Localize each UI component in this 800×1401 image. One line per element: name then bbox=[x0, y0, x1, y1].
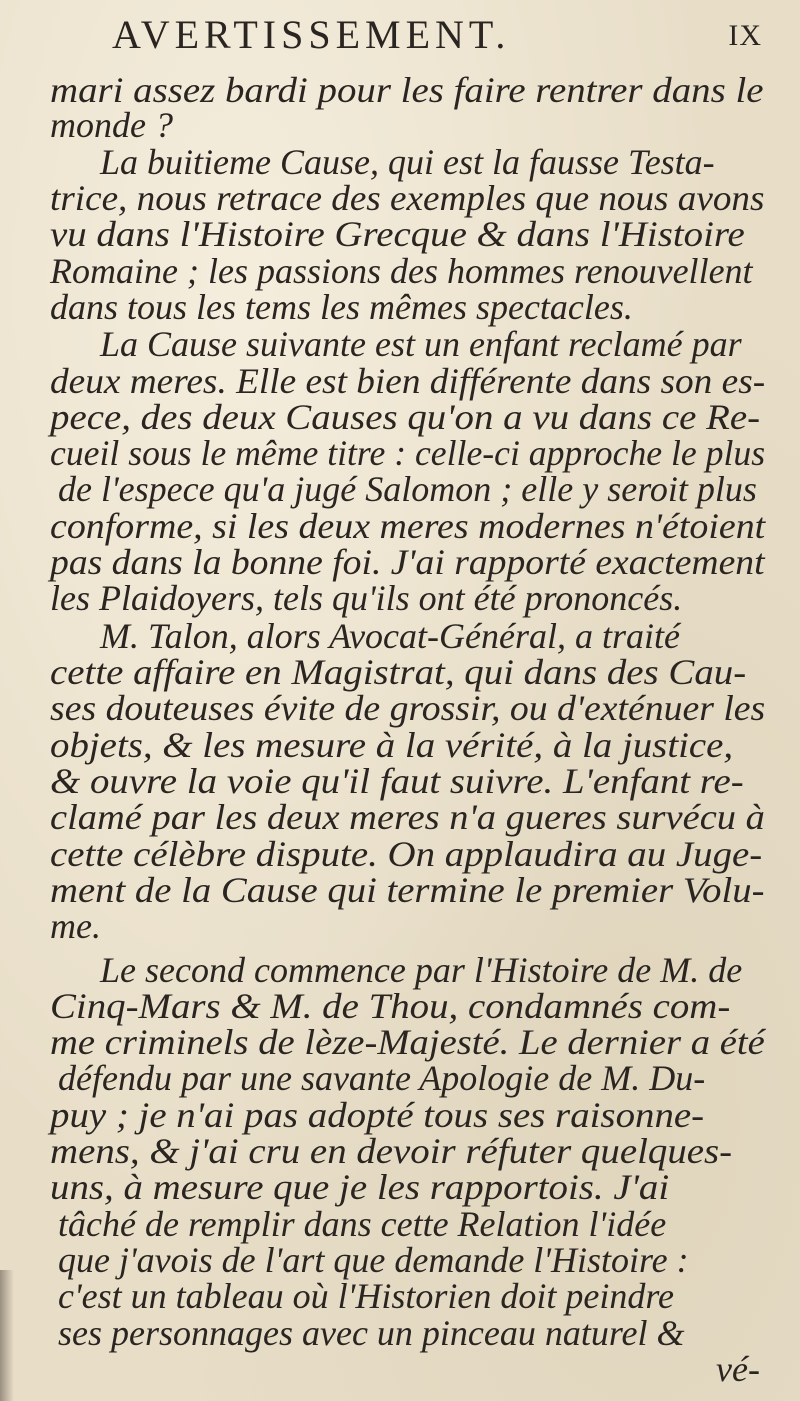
page-edge-shadow bbox=[0, 1270, 14, 1401]
text-line: mens, & j'ai cru en devoir réfuter quelques- bbox=[50, 1131, 733, 1172]
text-line: pece, des deux Causes qu'on a vu dans ce Re- bbox=[50, 396, 761, 437]
text-line: uns, à mesure que je les rapportois. J'ai bbox=[50, 1167, 670, 1208]
text-line: vu dans l'Histoire Grecque & dans l'Histoire bbox=[50, 214, 745, 255]
running-head: AVERTISSEMENT. bbox=[112, 12, 511, 57]
text-line: objets, & les mesure à la vérité, à la justice, bbox=[50, 724, 734, 765]
text-line: ment de la Cause qui termine le premier Volu- bbox=[50, 869, 765, 910]
text-line: Cinq-Mars & M. de Thou, condamnés com- bbox=[50, 985, 731, 1026]
text-line: tâché de remplir dans cette Relation l'idée bbox=[58, 1203, 667, 1244]
text-line: me criminels de lèze-Majesté. Le dernier a été bbox=[50, 1022, 765, 1063]
text-line: ses personnages avec un pinceau naturel & bbox=[58, 1312, 685, 1353]
text-line: cette affaire en Magistrat, qui dans des Cau- bbox=[50, 651, 747, 692]
text-line: M. Talon, alors Avocat-Général, a traité bbox=[100, 615, 680, 656]
text-line: mari assez bardi pour les faire rentrer dans le bbox=[50, 70, 764, 110]
page-header bbox=[112, 10, 762, 60]
text-line: & ouvre la voie qu'il faut suivre. L'enfant re- bbox=[50, 760, 744, 801]
text-line: Le second commence par l'Histoire de M. de bbox=[100, 949, 743, 990]
text-line: cette célèbre dispute. On applaudira au Juge- bbox=[50, 833, 763, 874]
text-line: pas dans la bonne foi. J'ai rapporté exactement bbox=[50, 542, 765, 583]
text-line: me. bbox=[50, 906, 101, 947]
text-line: La Cause suivante est un enfant reclamé par bbox=[100, 324, 742, 365]
text-line: deux meres. Elle est bien différente dans son es- bbox=[50, 360, 766, 401]
text-line: ses douteuses évite de grossir, ou d'exténuer les bbox=[50, 688, 766, 729]
text-line: défendu par une savante Apologie de M. Du- bbox=[58, 1058, 706, 1099]
text-line: c'est un tableau où l'Historien doit peindre bbox=[58, 1276, 674, 1317]
catchword: vé- bbox=[716, 1349, 760, 1389]
text-line: dans tous les tems les mêmes spectacles. bbox=[50, 287, 633, 327]
text-line: monde ? bbox=[50, 104, 173, 145]
text-line: La buitieme Cause, qui est la fausse Testa- bbox=[100, 141, 715, 182]
text-line: les Plaidoyers, tels qu'ils ont été prononcés. bbox=[50, 578, 683, 619]
text-line: de l'espece qu'a jugé Salomon ; elle y seroit plus bbox=[58, 469, 757, 510]
page-number: IX bbox=[728, 19, 762, 52]
text-line: conforme, si les deux meres modernes n'étoient bbox=[50, 505, 766, 546]
text-line: trice, nous retrace des exemples que nous avons bbox=[50, 178, 765, 219]
text-line: Romaine ; les passions des hommes renouvellent bbox=[50, 250, 753, 291]
text-line: clamé par les deux meres n'a gueres survécu à bbox=[50, 797, 765, 838]
text-line: cueil sous le même titre : celle-ci approche le plus bbox=[50, 433, 766, 474]
text-line: que j'avois de l'art que demande l'Histoire : bbox=[58, 1240, 689, 1281]
text-line: puy ; je n'ai pas adopté tous ses raisonne- bbox=[50, 1094, 705, 1135]
